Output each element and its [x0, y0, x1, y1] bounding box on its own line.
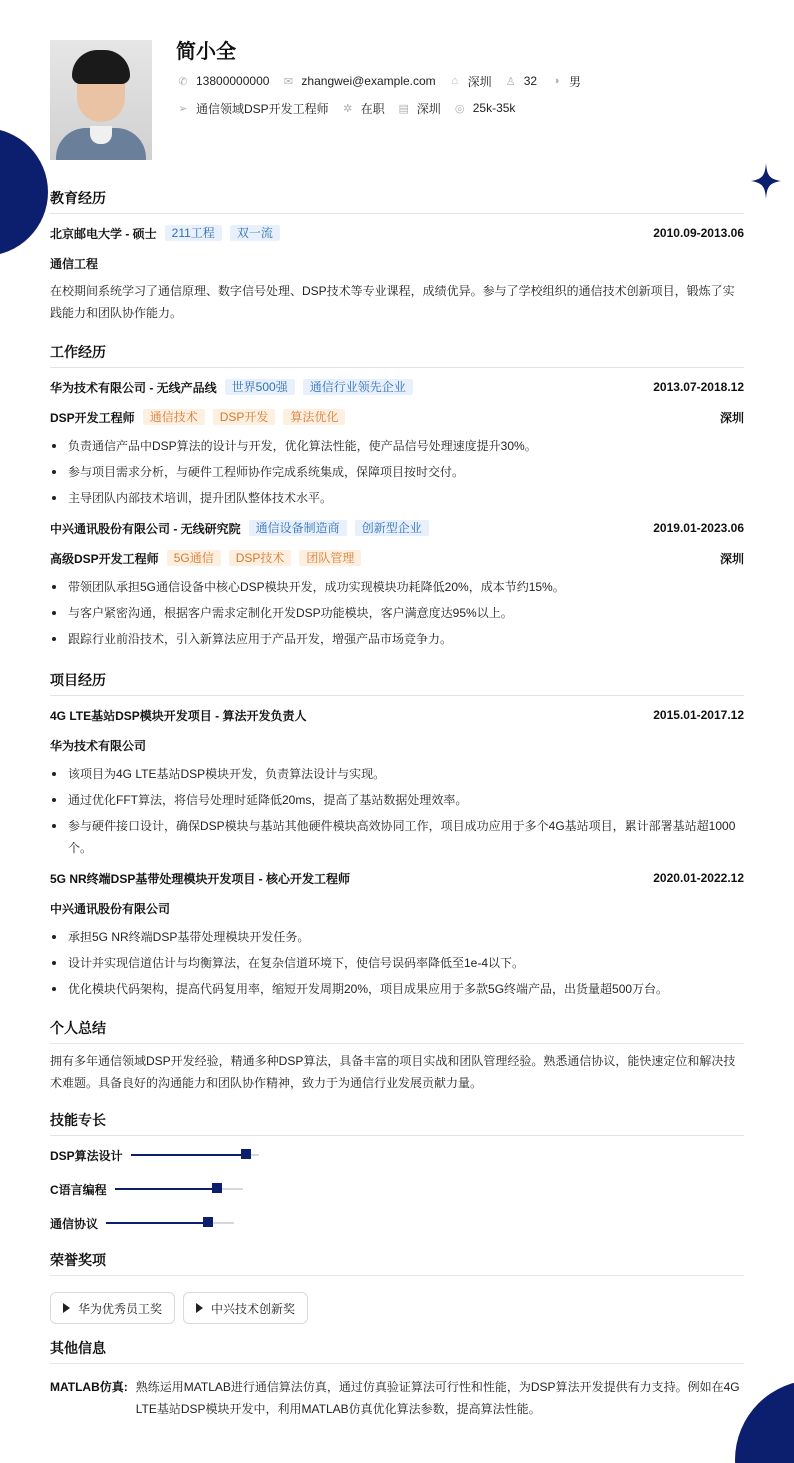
building-icon: ▤	[398, 102, 409, 115]
section-title: 其他信息	[50, 1340, 744, 1364]
job-title-row	[50, 543, 744, 573]
home-icon: ⌂	[451, 75, 458, 87]
salary: 25k-35k	[472, 101, 516, 115]
list-item: 与客户紧密沟通，根据客户需求定制化开发DSP功能模块，客户满意度达95%以上。	[50, 602, 744, 624]
tag: DSP开发	[213, 409, 276, 425]
gender-icon: ◑	[552, 75, 560, 87]
major-row	[50, 248, 744, 278]
award-item	[183, 1292, 308, 1324]
company-header	[50, 372, 744, 402]
job-title-row	[50, 402, 744, 432]
gender: 男	[569, 74, 582, 89]
contact-row	[176, 72, 593, 90]
list-item: 该项目为4G LTE基站DSP模块开发，负责算法设计与实现。	[50, 763, 744, 785]
list-item: 带领团队承担5G通信设备中核心DSP模块开发，成功实现模块功耗降低20%，成本节约15%。	[50, 576, 744, 598]
send-icon: ➢	[178, 102, 188, 115]
list-item: 负责通信产品中DSP算法的设计与开发，优化算法性能，使产品信号处理速度提升30%。	[50, 435, 744, 457]
skill-fill	[115, 1188, 217, 1190]
tag: 算法优化	[283, 409, 345, 425]
skill-item	[50, 1138, 403, 1172]
award-name: 中兴技术创新奖	[211, 1301, 296, 1316]
phone: 13800000000	[196, 74, 270, 88]
period: 2020.01-2022.12	[653, 871, 744, 885]
summary-text: 拥有多年通信领域DSP开发经验，精通多种DSP算法，具备丰富的项目实战和团队管理经验。熟悉通信协议，能快速定位和解决技术难题。具备良好的沟通能力和团队协作精神，致力于为通信行业发展贡献力量。	[50, 1054, 736, 1090]
skill-bar	[106, 1222, 234, 1224]
list-item: 参与硬件接口设计，确保DSP模块与基站其他硬件模块高效协同工作，项目成功应用于多个4G基站项目，累计部署基站超1000个。	[50, 815, 744, 859]
city: 深圳	[719, 410, 744, 425]
company-header	[50, 513, 744, 543]
phone-icon: ✆	[178, 75, 188, 88]
bullet-list	[50, 763, 744, 859]
list-item: 跟踪行业前沿技术，引入新算法应用于产品开发，增强产品市场竞争力。	[50, 628, 744, 650]
salary-icon: ◎	[454, 102, 465, 115]
skill-item	[50, 1206, 403, 1240]
age: 32	[523, 74, 538, 88]
major: 通信工程	[50, 256, 99, 271]
tag: 通信设备制造商	[249, 520, 347, 536]
tag: 世界500强	[225, 379, 295, 395]
tag: 通信行业领先企业	[303, 379, 413, 395]
profile-photo	[50, 40, 152, 160]
location: 深圳	[467, 74, 492, 89]
status-icon: ✲	[343, 102, 353, 115]
section-title: 教育经历	[50, 190, 744, 214]
company: 华为技术有限公司 - 无线产品线	[50, 380, 217, 395]
job-intent-row	[176, 99, 593, 117]
other-label: MATLAB仿真:	[50, 1380, 128, 1394]
candidate-name: 简小全	[176, 41, 236, 63]
job-title: DSP开发工程师	[50, 410, 135, 425]
bullet-list	[50, 926, 744, 1000]
section-title: 项目经历	[50, 672, 744, 696]
target-city: 深圳	[416, 101, 441, 116]
skill-bar	[131, 1154, 259, 1156]
decorative-circle-left	[0, 128, 48, 256]
skills-section	[50, 1112, 744, 1240]
tag: 双一流	[230, 225, 280, 241]
other-section	[50, 1340, 744, 1420]
period: 2019.01-2023.06	[653, 521, 744, 535]
other-text: 熟练运用MATLAB进行通信算法仿真，通过仿真验证算法可行性和性能，为DSP算法开发提供有力支持。例如在4G LTE基站DSP模块开发中，利用MATLAB仿真优化算法参数，提高算法性能。	[135, 1380, 740, 1416]
other-item	[50, 1376, 744, 1420]
target-role: 通信领域DSP开发工程师	[196, 101, 329, 116]
age-icon: ♙	[505, 75, 516, 88]
list-item: 承担5G NR终端DSP基带处理模块开发任务。	[50, 926, 744, 948]
award-name: 华为优秀员工奖	[78, 1301, 163, 1316]
project-company: 中兴通讯股份有限公司	[50, 901, 171, 916]
section-title: 荣誉奖项	[50, 1252, 744, 1276]
section-title: 个人总结	[50, 1020, 744, 1044]
period: 2015.01-2017.12	[653, 708, 744, 722]
profile-header	[50, 40, 744, 160]
project-company-row	[50, 730, 744, 760]
project-company: 华为技术有限公司	[50, 738, 147, 753]
job-status: 在职	[360, 101, 385, 116]
skill-knob	[212, 1183, 222, 1193]
skill-knob	[203, 1217, 213, 1227]
skill-item	[50, 1172, 403, 1206]
education-description: 在校期间系统学习了通信原理、数字信号处理、DSP技术等专业课程，成绩优异。参与了学校组织的通信技术创新项目，锻炼了实践能力和团队协作能力。	[50, 284, 735, 320]
tag: 211工程	[165, 225, 222, 241]
project-name: 5G NR终端DSP基带处理模块开发项目 - 核心开发工程师	[50, 871, 351, 886]
education-header	[50, 218, 744, 248]
profile-info	[176, 40, 593, 160]
skill-name: 通信协议	[50, 1216, 99, 1231]
projects-section	[50, 672, 744, 1000]
awards-list	[50, 1292, 744, 1324]
sparkle-star-icon	[751, 163, 781, 199]
education-section	[50, 190, 744, 324]
skill-fill	[106, 1222, 208, 1224]
bullet-list	[50, 435, 744, 509]
awards-section	[50, 1252, 744, 1324]
list-item: 参与项目需求分析，与硬件工程师协作完成系统集成，保障项目按时交付。	[50, 461, 744, 483]
list-item: 设计并实现信道估计与均衡算法，在复杂信道环境下，使信号误码率降低至1e-4以下。	[50, 952, 744, 974]
play-icon	[196, 1303, 203, 1313]
summary-section	[50, 1020, 744, 1094]
school: 北京邮电大学 - 硕士	[50, 226, 157, 241]
skill-fill	[131, 1154, 246, 1156]
skill-knob	[241, 1149, 251, 1159]
project-company-row	[50, 893, 744, 923]
skill-name: C语言编程	[50, 1182, 107, 1197]
bullet-list	[50, 576, 744, 650]
period: 2013.07-2018.12	[653, 380, 744, 394]
play-icon	[63, 1303, 70, 1313]
list-item: 主导团队内部技术培训，提升团队整体技术水平。	[50, 487, 744, 509]
award-item	[50, 1292, 175, 1324]
list-item: 通过优化FFT算法，将信号处理时延降低20ms，提高了基站数据处理效率。	[50, 789, 744, 811]
section-title: 工作经历	[50, 344, 744, 368]
tag: DSP技术	[229, 550, 292, 566]
work-section	[50, 344, 744, 650]
list-item: 优化模块代码架构，提高代码复用率，缩短开发周期20%，项目成果应用于多款5G终端产品，出货量超500万台。	[50, 978, 744, 1000]
tag: 通信技术	[143, 409, 205, 425]
project-header	[50, 700, 744, 730]
skill-bar	[115, 1188, 243, 1190]
email-icon: ✉	[283, 75, 294, 88]
period: 2010.09-2013.06	[653, 226, 744, 240]
tag: 创新型企业	[355, 520, 429, 536]
tag: 5G通信	[167, 550, 221, 566]
project-name: 4G LTE基站DSP模块开发项目 - 算法开发负责人	[50, 708, 307, 723]
company: 中兴通讯股份有限公司 - 无线研究院	[50, 521, 241, 536]
city: 深圳	[719, 551, 744, 566]
tag: 团队管理	[299, 550, 361, 566]
job-title: 高级DSP开发工程师	[50, 551, 159, 566]
resume-page	[50, 40, 744, 1420]
project-header	[50, 863, 744, 893]
email: zhangwei@example.com	[301, 74, 436, 88]
skills-list	[50, 1138, 744, 1240]
skill-name: DSP算法设计	[50, 1148, 123, 1163]
section-title: 技能专长	[50, 1112, 744, 1136]
